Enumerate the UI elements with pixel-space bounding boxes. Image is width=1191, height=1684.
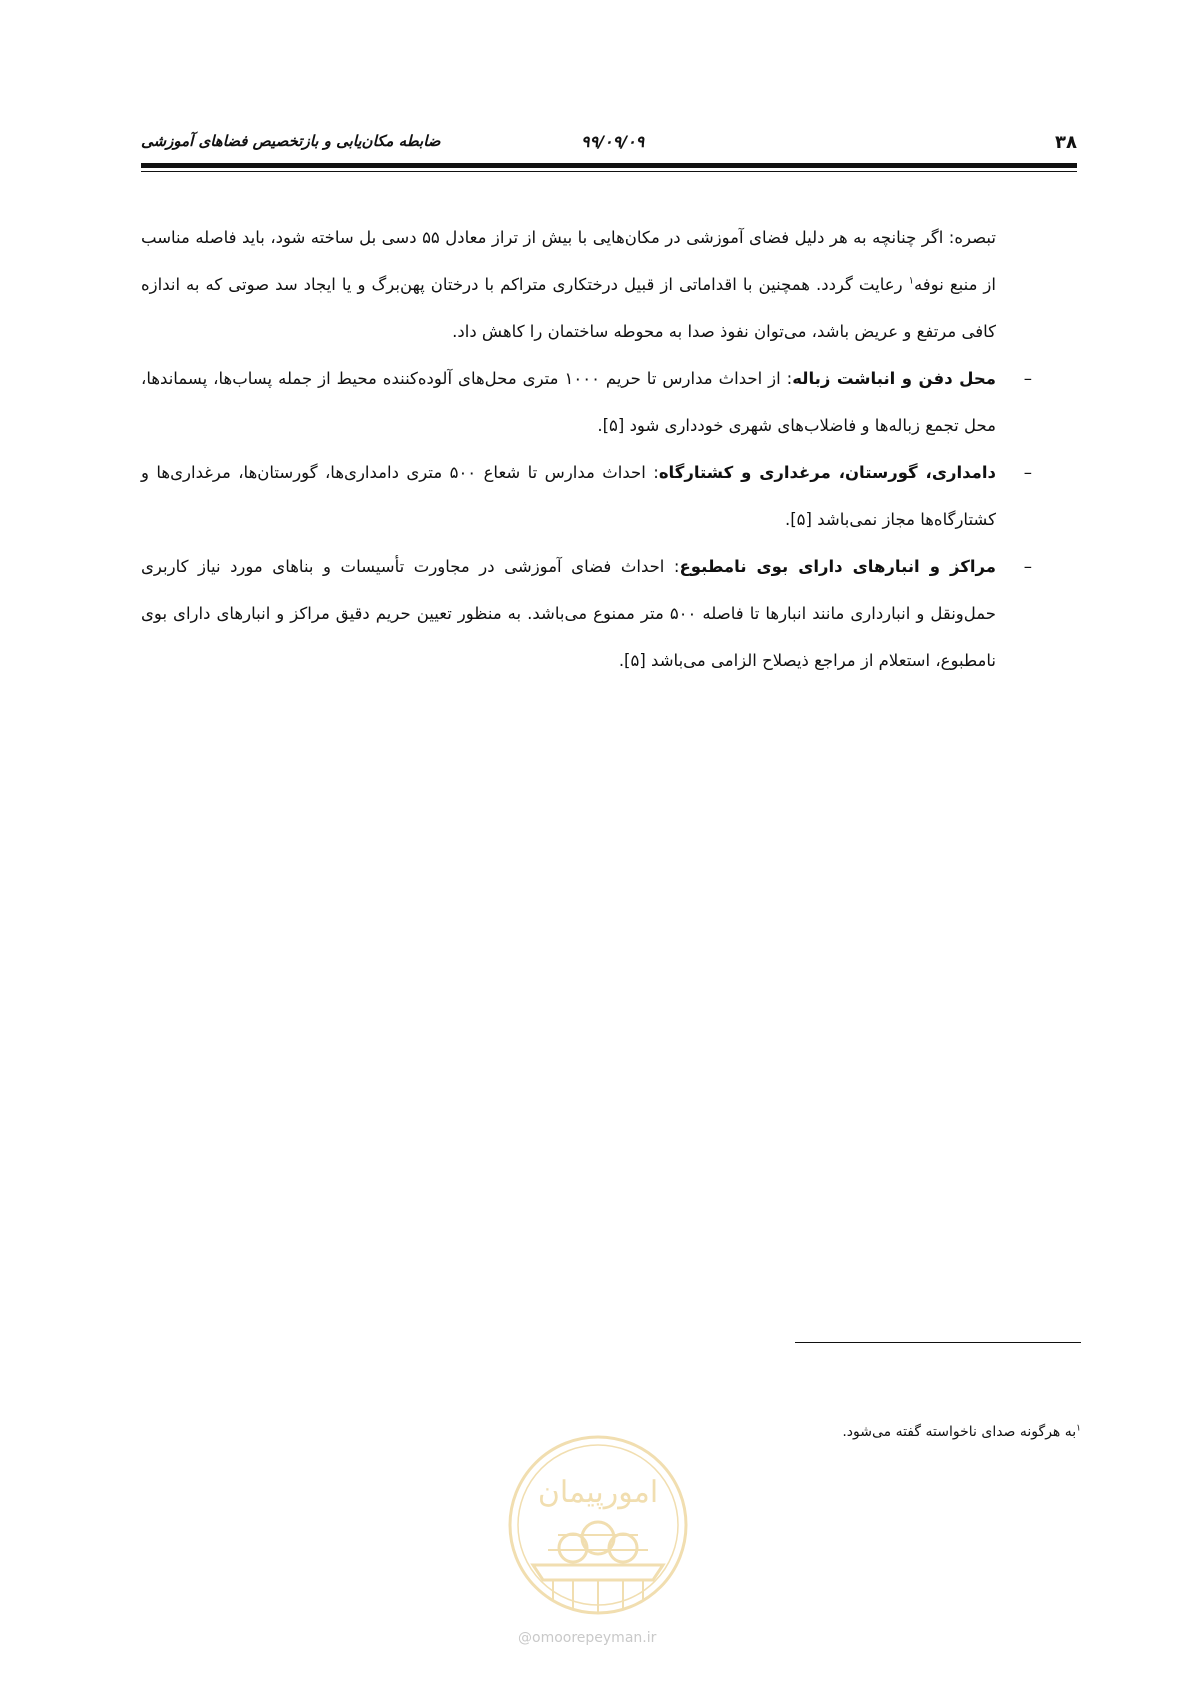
bullet-dash: – — [1023, 557, 1032, 576]
bullet-text: : از احداث مدارس تا حریم ۱۰۰۰ متری محل‌های آلوده‌کننده محیط از جمله پساب‌ها، پسماندها، محل تجمع زباله‌ها و فاضلاب‌های شهری خودداری شود [۵]. — [141, 369, 996, 435]
bullet-list — [141, 355, 1032, 684]
bullet-title: دامداری، گورستان، مرغداری و کشتارگاه — [658, 463, 996, 482]
page-header — [141, 132, 1077, 160]
footnote-reference[interactable]: ۱ — [908, 275, 914, 287]
watermark-logo-icon — [503, 1430, 693, 1620]
bullet-title: محل دفن و انباشت زباله — [792, 369, 996, 388]
bullet-text: : احداث مدارس تا شعاع ۵۰۰ متری دامداری‌ها، گورستان‌ها، مرغداری‌ها و کشتارگاه‌ها مجاز نمی‌باشد [۵]. — [141, 463, 996, 529]
footnote-separator — [795, 1342, 1081, 1343]
footnote-marker: ۱ — [1076, 1423, 1081, 1434]
header-title: ضابطه مکان‌یابی و بازتخصیص فضاهای آموزشی — [141, 132, 441, 150]
note-paragraph: تبصره: اگر چنانچه به هر دلیل فضای آموزشی در مکان‌هایی با بیش از تراز معادل ۵۵ دسی بل ساخته شود، باید فاصله مناسب از منبع نوفه$^۱$ رعایت گردد. همچنین با اقداماتی از قبیل درختکاری متراکم با درختان پهن‌برگ و یا ایجاد سد صوتی که به اندازه کافی مرتفع و عریض باشد، می‌توان نفوذ صدا به محوطه ساختمان را کاهش داد. — [141, 228, 996, 341]
body-content — [141, 214, 1032, 684]
header-date: ۹۹/۰۹/۰۹ — [581, 132, 645, 151]
bullet-title: مراکز و انبارهای دارای بوی نامطبوع — [679, 557, 997, 576]
header-rule-thin — [141, 171, 1077, 172]
footnote-text: به هرگونه صدای ناخواسته گفته می‌شود. — [842, 1424, 1077, 1440]
bullet-text: : احداث فضای آموزشی در مجاورت تأسیسات و بناهای مورد نیاز کاربری حمل‌ونقل و انبارداری مانند انبارها تا فاصله ۵۰۰ متر ممنوع می‌باشد. به منظور تعیین حریم دقیق مراکز و انبارهای دارای بوی نامطبوع، استعلام از مراجع ذیصلاح الزامی می‌باشد [۵]. — [141, 557, 996, 670]
watermark-logo-text: امورپیمان — [537, 1475, 659, 1510]
bullet-dash: – — [1023, 463, 1032, 482]
list-item — [141, 355, 1032, 449]
list-item — [141, 449, 1032, 543]
footnote — [842, 1424, 1081, 1440]
header-rule-thick — [141, 163, 1077, 168]
page-number: ۳۸ — [1055, 132, 1077, 153]
list-item — [141, 543, 1032, 684]
bullet-dash: – — [1023, 369, 1032, 388]
watermark-url: @omoorepeyman.ir — [518, 1630, 657, 1646]
